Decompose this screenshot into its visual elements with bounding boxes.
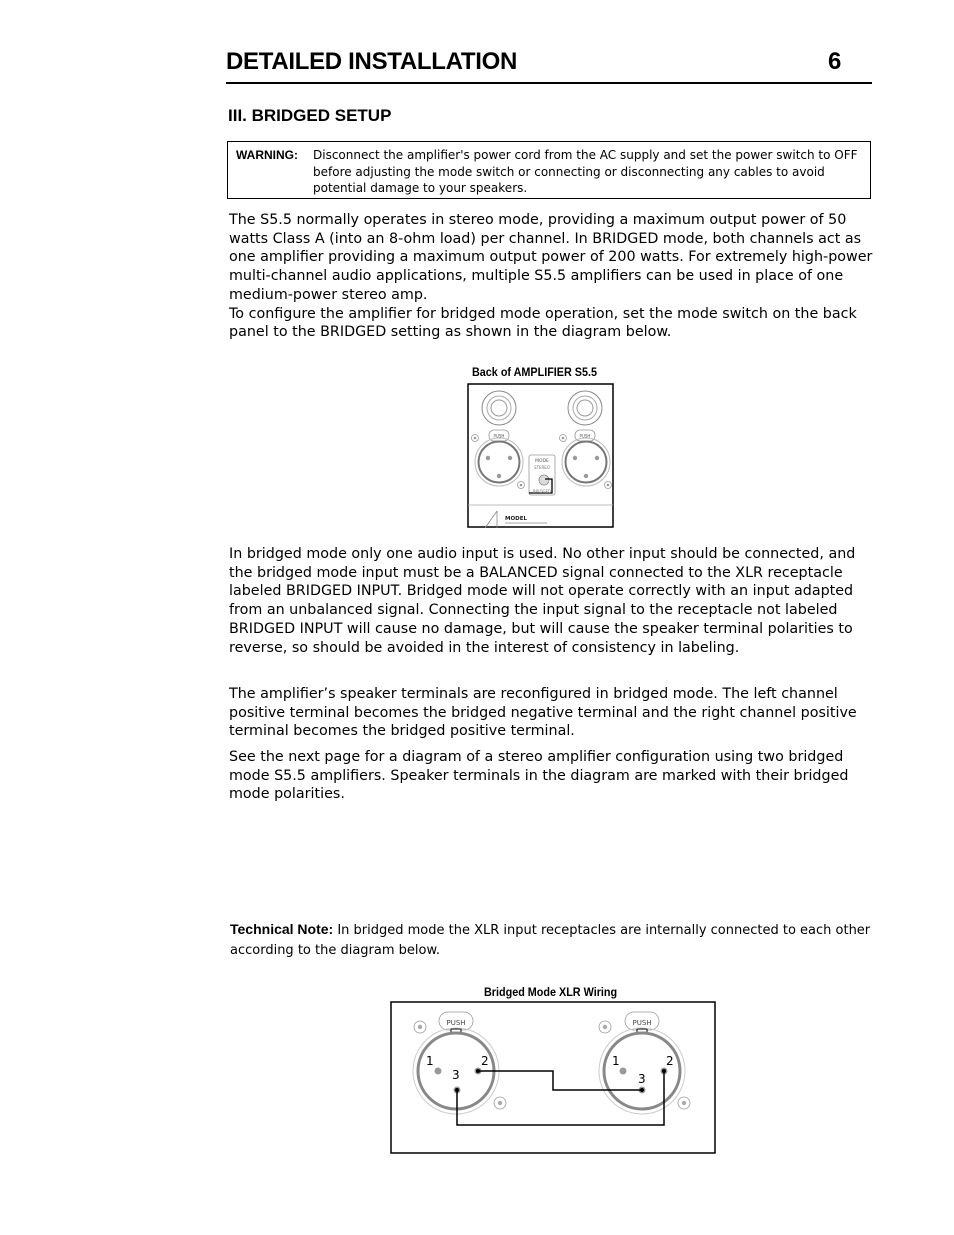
left-pin-3-label: 3 xyxy=(452,1068,460,1082)
figure-xlr-caption: Bridged Mode XLR Wiring xyxy=(484,985,618,999)
mode-label: MODE xyxy=(535,459,549,464)
right-pin-1-label: 1 xyxy=(612,1054,620,1068)
left-xlr-push-label: PUSH xyxy=(446,1019,466,1027)
right-pin-2-label: 2 xyxy=(666,1054,674,1068)
speaker-terminals-paragraph: The amplifier’s speaker terminals are reconfigured in bridged mode. The left channel positive terminal becomes the bridged negative terminal and the right channel positive terminal becomes the bridged positive terminal. xyxy=(229,686,857,740)
intro-paragraph xyxy=(229,211,875,342)
intro-text-1: The S5.5 normally operates in stereo mode, providing a maximum output power of 50 watts Class A (into an 8-ohm load) per channel. In BRIDGED mode, both channels act as one amplifier providing a maximum output power of 200 watts. For extremely high-power multi-channel audio applications, multiple S5.5 amplifiers can be used in place of one medium-power stereo amp. xyxy=(229,212,873,303)
warning-label: WARNING: xyxy=(236,148,298,162)
right-pin-3-label: 3 xyxy=(638,1072,646,1086)
section-title: III. BRIDGED SETUP xyxy=(228,106,392,125)
intro-text-2: To configure the amplifier for bridged mode operation, set the mode switch on the back panel to the BRIDGED setting as shown in the diagram below. xyxy=(229,305,857,341)
stereo-label: STEREO xyxy=(534,465,550,470)
right-xlr-push-label: PUSH xyxy=(632,1019,652,1027)
right-push-label: PUSH xyxy=(579,433,591,439)
page-number: 6 xyxy=(828,48,842,75)
panel-outline xyxy=(468,384,613,527)
bridged-label: BRIDGED xyxy=(532,489,552,494)
next-page-paragraph: See the next page for a diagram of a stereo amplifier configuration using two bridged mode S5.5 amplifiers. Speaker terminals in the diagram are marked with their bridged mode polarities. xyxy=(229,749,849,803)
page-title: DETAILED INSTALLATION xyxy=(226,48,518,75)
figure-back-caption: Back of AMPLIFIER S5.5 xyxy=(472,365,598,379)
warning-box xyxy=(227,141,871,199)
technical-note-label: Technical Note: xyxy=(230,921,334,937)
bridged-input-paragraph: In bridged mode only one audio input is used. No other input should be connected, and the bridged mode input must be a BALANCED signal connected to the XLR receptacle labeled BRIDGED INPUT. Bridged mode will not operate correctly with an input adapted from an unbalanced signal. Connecting the input signal to the receptacle not labeled BRIDGED INPUT will cause no damage, but will cause the speaker terminal polarities to reverse, so should be avoided in the interest of consistency in labeling. xyxy=(229,546,856,656)
technical-note xyxy=(230,919,876,961)
model-label: MODEL xyxy=(505,516,527,522)
header-divider xyxy=(226,82,872,84)
left-push-label: PUSH xyxy=(493,433,505,439)
warning-text: Disconnect the amplifier's power cord from the AC supply and set the power switch to OFF before adjusting the mode switch or connecting or disconnecting any cables to avoid potential damage to your speakers. xyxy=(313,148,858,195)
left-pin-2-label: 2 xyxy=(481,1054,489,1068)
amplifier-back-panel-figure xyxy=(467,383,614,529)
technical-note-text: In bridged mode the XLR input receptacles are internally connected to each other according to the diagram below. xyxy=(230,923,871,958)
xlr-wiring-figure xyxy=(390,1001,717,1156)
left-pin-1-label: 1 xyxy=(426,1054,434,1068)
